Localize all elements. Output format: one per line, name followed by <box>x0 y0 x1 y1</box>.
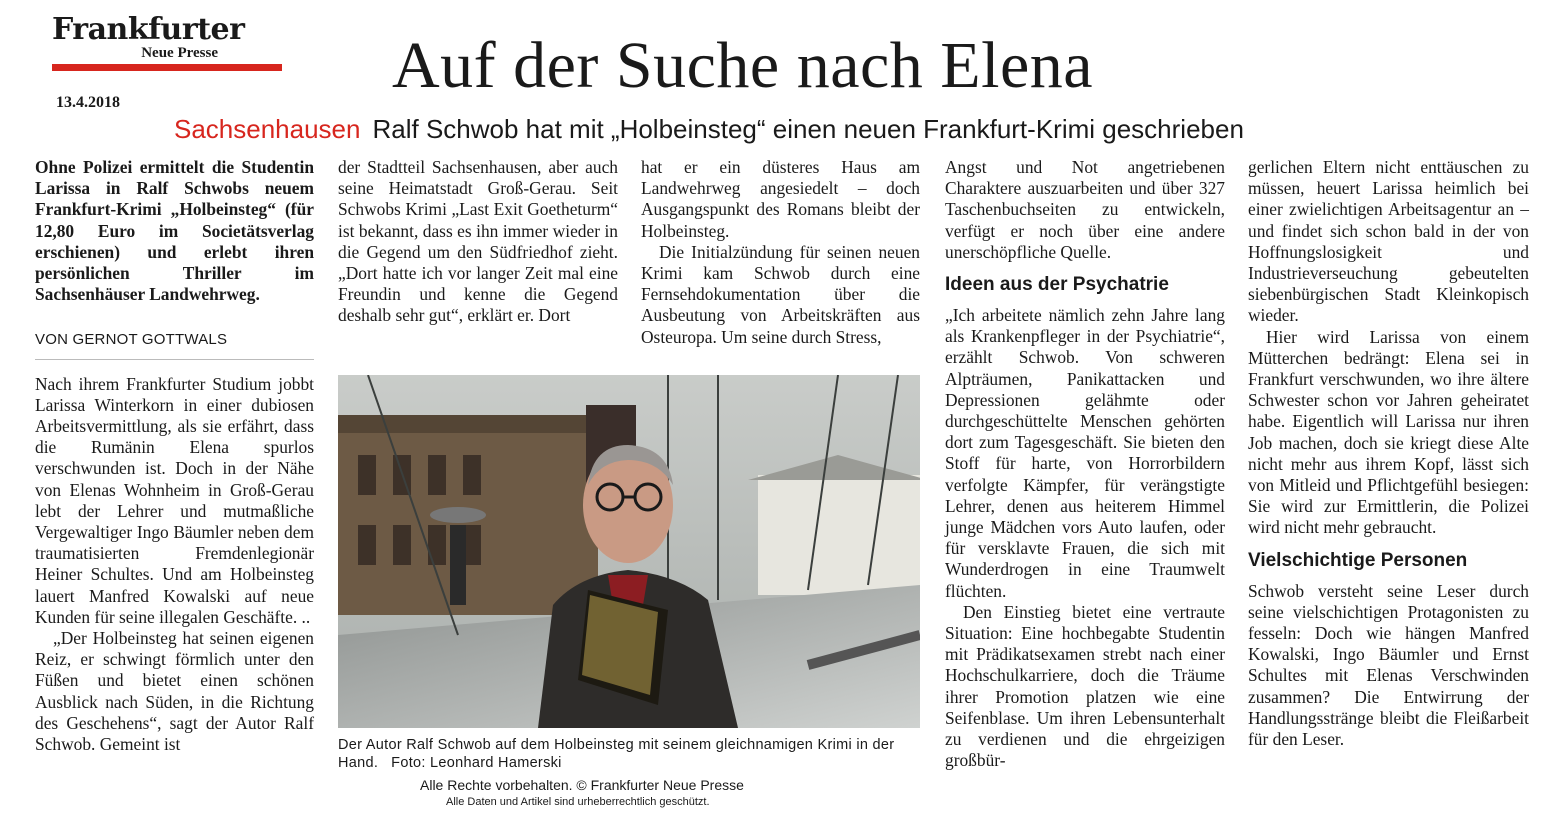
subheading-personen: Vielschichtige Personen <box>1248 549 1468 571</box>
logo-subname: Neue Presse <box>141 45 218 61</box>
article-headline: Auf der Suche nach Elena <box>392 29 1094 102</box>
paragraph: Angst und Not angetriebenen Charaktere auszuarbeiten und über 327 Taschenbuchseiten zu entwickeln, verfügt er noch über eine andere unerschöpfliche Quelle. <box>945 157 1225 262</box>
logo-name: Frankfurter <box>52 12 245 47</box>
article-rubric: Sachsenhausen <box>174 114 361 144</box>
paragraph: Hier wird Larissa von einem Mütterchen bedrängt: Elena sei in Frankfurt verschwunden, wo ihre ältere Schwester schon vor Jahren geheiratet habe. Eigentlich will Larissa nur ihren Job machen, doch sie kriegt diese Alte nicht mehr aus ihrem Kopf, lässt sich von Mitleid und Pflichtgefühl besiegen: Sie wird zur Ermittlerin, die Polizei wird nicht mehr gebraucht. <box>1248 326 1529 538</box>
article-photo <box>338 375 920 728</box>
paragraph: „Der Holbeinsteg hat seinen eigenen Reiz, er schwingt förmlich unter den Füßen und bietet einen schönen Ausblick nach Süden, in die Richtung des Geschehens“, sagt der Autor Ralf Schwob. Gemeint ist <box>35 628 314 755</box>
paragraph: der Stadtteil Sachsenhausen, aber auch seine Heimatstadt Groß-Gerau. Seit Schwobs Krimi „Last Exit Goetheturm“ ist bekannt, dass es ihn immer wieder in die Gegend um den Südfriedhof zieht. „Dort hatte ich vor langer Zeit mal eine Freundin und kenne die Gegend deshalb sehr gut“, erklärt er. Dort <box>338 157 618 326</box>
issue-date: 13.4.2018 <box>56 94 120 111</box>
newspaper-logo <box>52 14 284 71</box>
paragraph: Nach ihrem Frankfurter Studium jobbt Larissa Winterkorn in einer dubiosen Arbeitsvermittlung, als sie erfährt, dass die Rumänin Elena spurlos verschwunden ist. Doch in der Nähe von Elenas Wohnheim in Groß-Gerau lebt der Lehrer und mutmaßliche Vergewaltiger Ingo Bäumler neben dem traumatisierten Fremdenlegionär Heiner Schultes. Und am Holbeinsteg lauert Manfred Kowalski auf neue Kunden für seine illegalen Geschäfte. .. <box>35 373 314 627</box>
paragraph: Den Einstieg bietet eine vertraute Situation: Eine hochbegabte Studentin mit Prädikatsexamen strebt nach einer Hochschulkarriere, doch die Träume ihrer Promotion platzen wie eine Seifenblase. Um ihren Lebensunterhalt zu verdienen und die ehrgeizigen großbür- <box>945 601 1225 771</box>
column-1 <box>35 157 314 755</box>
paragraph: Schwob versteht seine Leser durch seine vielschichtigen Protagonisten zu fesseln: Doch wie hängen Manfred Kowalski, Ingo Bäumler und Ernst Schultes mit Elenas Verschwinden zusammen? Die Entwirrung der Handlungsstränge bleibt die Fleißarbeit für den Leser. <box>1248 580 1529 750</box>
photo-caption: Der Autor Ralf Schwob auf dem Holbeinsteg mit seinem gleichnamigen Krimi in der Hand. Foto: Leonhard Hamerski <box>338 737 899 771</box>
photo-white-building <box>758 475 920 595</box>
paragraph: Die Initialzündung für seinen neuen Krimi kam Schwob durch eine Fernsehdokumentation über die Ausbeutung von Arbeitskräften aus Osteuropa. Um seine durch Stress, <box>641 241 920 347</box>
paragraph: hat er ein düsteres Haus am Landwehrweg angesiedelt – doch Ausgangspunkt des Romans bleibt der Holbeinsteg. <box>641 157 920 241</box>
paragraph: „Ich arbeitete nämlich zehn Jahre lang als Krankenpfleger in der Psychiatrie“, erzählt Schwob. Von schweren Alpträumen, Panikattacken und Depressionen gelähmte oder durchgeschüttelte Menschen gehörten dort zum Tagesgeschäft. Sie bieten den Stoff für harte, von Horrorbildern verfolgte Kämpfer, für verängstigte Lehrer, denen aus heiterem Himmel junge Mädchen vors Auto laufen, oder für versklavte Frauen, die sich mit Wunderdrogen in eine Traumwelt flüchten. <box>945 305 1225 601</box>
logo-red-bar <box>52 64 282 71</box>
copyright-notice: Alle Rechte vorbehalten. © Frankfurter Neue Presse <box>420 777 744 793</box>
column-5 <box>1248 157 1529 750</box>
article-byline: VON GERNOT GOTTWALS <box>35 329 314 359</box>
copyright-note: Alle Daten und Artikel sind urheberrechtlich geschützt. <box>446 796 710 808</box>
article-kicker <box>174 112 1244 146</box>
column-4 <box>945 157 1225 771</box>
subheading-psychatrie: Ideen aus der Psychatrie <box>945 274 1169 296</box>
paragraph: gerlichen Eltern nicht enttäuschen zu müssen, heuert Larissa heimlich bei einer zwielichtigen Arbeitsagentur an – und findet sich schon bald in der von Hoffnungslosigkeit und Industrieverseuchung gebeutelten siebenbürgischen Stadt Kleinkopisch wieder. <box>1248 157 1529 326</box>
article-lead: Ohne Polizei ermittelt die Studentin Larissa in Ralf Schwobs neuem Frankfurt-Krimi „Holbeinsteg“ (für 12,80 Euro im Societätsverlag erschienen) und erlebt ihren persönlichen Thriller im Sachsenhäuser Landwehrweg. <box>35 157 314 305</box>
column-3 <box>641 157 920 348</box>
photo-illustration <box>338 375 920 728</box>
article-subtitle: Ralf Schwob hat mit „Holbeinsteg“ einen neuen Frankfurt-Krimi geschrieben <box>372 114 1244 144</box>
column-2 <box>338 157 618 327</box>
photo-passerby <box>450 525 466 605</box>
